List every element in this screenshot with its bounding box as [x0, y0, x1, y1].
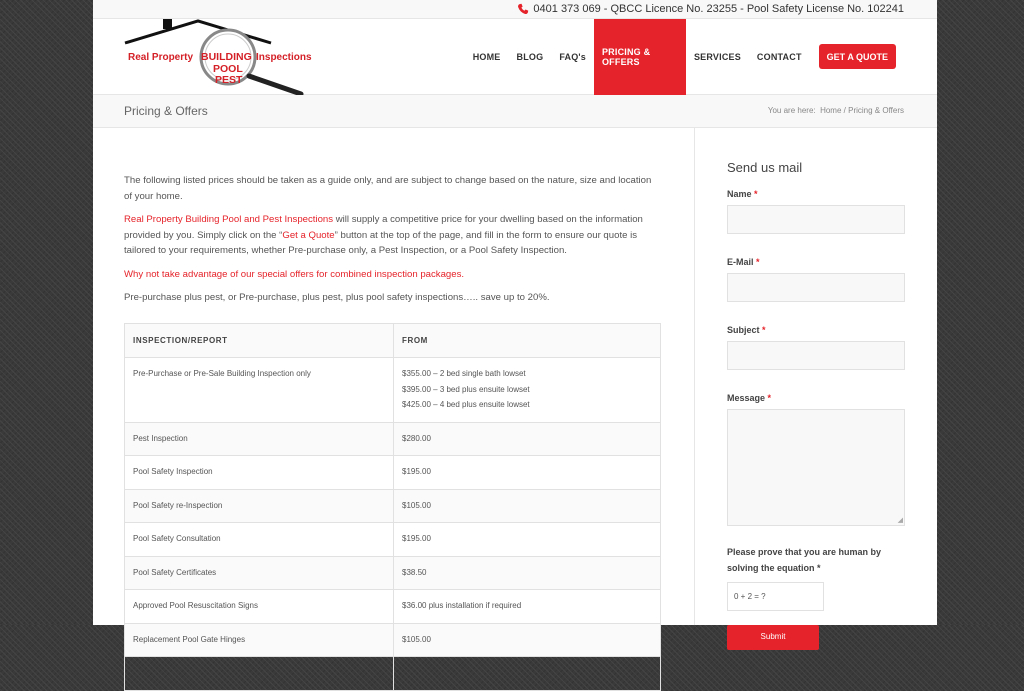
name-field[interactable]: [727, 205, 905, 234]
brand-name-text: Real Property Building Pool and Pest Inspections: [124, 214, 334, 225]
required-mark: *: [756, 257, 760, 267]
intro-paragraph: The following listed prices should be taken as a guide only, and are subject to change based on the nature, size and location of your home.: [124, 175, 652, 202]
row-inspection-name: Approved Pool Resuscitation Signs: [125, 590, 394, 624]
nav-contact[interactable]: CONTACT: [756, 52, 802, 62]
row-price: [394, 358, 661, 423]
logo-text-right: Inspections: [256, 52, 312, 63]
quote-paragraph-text-a: will supply a competitive price for your dwelling based on the information provided by you. Simply click on the “: [124, 214, 643, 241]
message-textarea[interactable]: [727, 409, 905, 526]
captcha-label: Please prove that you are human by solving the equation *: [727, 547, 882, 573]
table-row: [125, 556, 661, 590]
page-title: Pricing & Offers: [124, 104, 208, 118]
row-price: $195.00: [394, 456, 661, 490]
logo-text-pest: PEST: [215, 74, 243, 86]
get-a-quote-button[interactable]: GET A QUOTE: [819, 44, 896, 69]
table-row: [125, 489, 661, 523]
row-inspection-name: Pool Safety Certificates: [125, 556, 394, 590]
nav-pricing-offers[interactable]: PRICING & OFFERS: [594, 19, 686, 95]
row-inspection-name: Pool Safety re-Inspection: [125, 489, 394, 523]
row-inspection-name: Pest Inspection: [125, 422, 394, 456]
page-wrapper: [93, 0, 937, 644]
offer-paragraph: Why not take advantage of our special offers for combined inspection packages.: [124, 268, 465, 280]
nav-home[interactable]: HOME: [472, 52, 501, 62]
row-inspection-name: Pool Safety Inspection: [125, 456, 394, 490]
price-line: $395.00 – 3 bed plus ensuite lowset: [402, 384, 530, 394]
logo-text-left: Real Property: [128, 52, 194, 63]
row-price: $36.00 plus installation if required: [394, 590, 661, 624]
message-label: Message *: [727, 393, 772, 403]
breadcrumb-current: Pricing & Offers: [848, 106, 904, 115]
main-nav: [465, 19, 937, 95]
logo-text-pool: POOL: [213, 63, 243, 75]
price-line: $355.00 – 2 bed single bath lowset: [402, 369, 526, 378]
required-mark: *: [817, 562, 821, 573]
name-label: Name *: [727, 189, 758, 199]
breadcrumb-home-link[interactable]: Home: [820, 106, 842, 115]
subject-label: Subject *: [727, 325, 766, 335]
row-price: $105.00: [394, 489, 661, 523]
captcha-field[interactable]: 0 + 2 = ?: [727, 582, 824, 611]
sidebar-heading: Send us mail: [727, 160, 803, 175]
row-price: $38.50: [394, 556, 661, 590]
row-inspection-name: Replacement Pool Gate Hinges: [125, 623, 394, 657]
table-row: [125, 657, 661, 691]
column-header-inspection: INSPECTION/REPORT: [125, 323, 394, 358]
get-a-quote-link[interactable]: Get a Quote: [282, 229, 335, 241]
table-header-row: [125, 323, 661, 358]
required-mark: *: [762, 325, 766, 335]
submit-button[interactable]: Submit: [727, 625, 819, 650]
contact-text: 0401 373 069 - QBCC Licence No. 23255 - Pool Safety License No. 102241: [533, 3, 904, 15]
savings-paragraph: Pre-purchase plus pest, or Pre-purchase, plus pest, plus pool safety inspections….. save up to 20%.: [124, 292, 550, 303]
column-header-from: FROM: [394, 323, 661, 358]
row-price: $105.00: [394, 623, 661, 657]
email-field[interactable]: [727, 273, 905, 302]
required-mark: *: [754, 189, 758, 199]
required-mark: *: [767, 393, 772, 403]
top-bar: [93, 0, 937, 19]
table-row: [125, 623, 661, 657]
nav-services[interactable]: SERVICES: [693, 52, 741, 62]
breadcrumb-prefix: You are here:: [767, 106, 816, 115]
row-inspection-name: Pool Safety Consultation: [125, 523, 394, 557]
row-inspection-name: [125, 657, 394, 691]
row-price: $195.00: [394, 523, 661, 557]
site-logo[interactable]: [123, 19, 338, 95]
table-row: [125, 358, 661, 423]
logo-text-building: BUILDING: [201, 51, 252, 63]
page-title-bar: [93, 95, 937, 128]
table-row: [125, 590, 661, 624]
subject-field[interactable]: [727, 341, 905, 370]
site-header: [93, 19, 937, 95]
main-content: [93, 128, 694, 691]
nav-blog[interactable]: BLOG: [516, 52, 544, 62]
row-price: [394, 657, 661, 691]
quote-paragraph: [124, 212, 661, 259]
email-label: E-Mail *: [727, 257, 760, 267]
header-contact: [517, 3, 904, 15]
breadcrumb-separator: /: [843, 106, 846, 115]
pricing-table: [124, 323, 661, 691]
resize-handle-icon[interactable]: ◢: [897, 517, 903, 524]
row-price: $280.00: [394, 422, 661, 456]
price-line: $425.00 – 4 bed plus ensuite lowset: [402, 400, 530, 409]
breadcrumb: [768, 106, 904, 115]
phone-icon: [517, 3, 529, 15]
quote-paragraph-text-b: ” button at the top of the page, and fill in the form to ensure our quote is tailored to your requirements, whether Pre-purchase only, a Pest Inspection, or a Pool Safety Inspection.: [124, 229, 638, 256]
table-row: [125, 523, 661, 557]
contact-sidebar: [694, 128, 937, 641]
table-row: [125, 456, 661, 490]
table-row: [125, 422, 661, 456]
row-inspection-name: Pre-Purchase or Pre-Sale Building Inspection only: [125, 358, 394, 423]
nav-faqs[interactable]: FAQ's: [559, 52, 586, 62]
